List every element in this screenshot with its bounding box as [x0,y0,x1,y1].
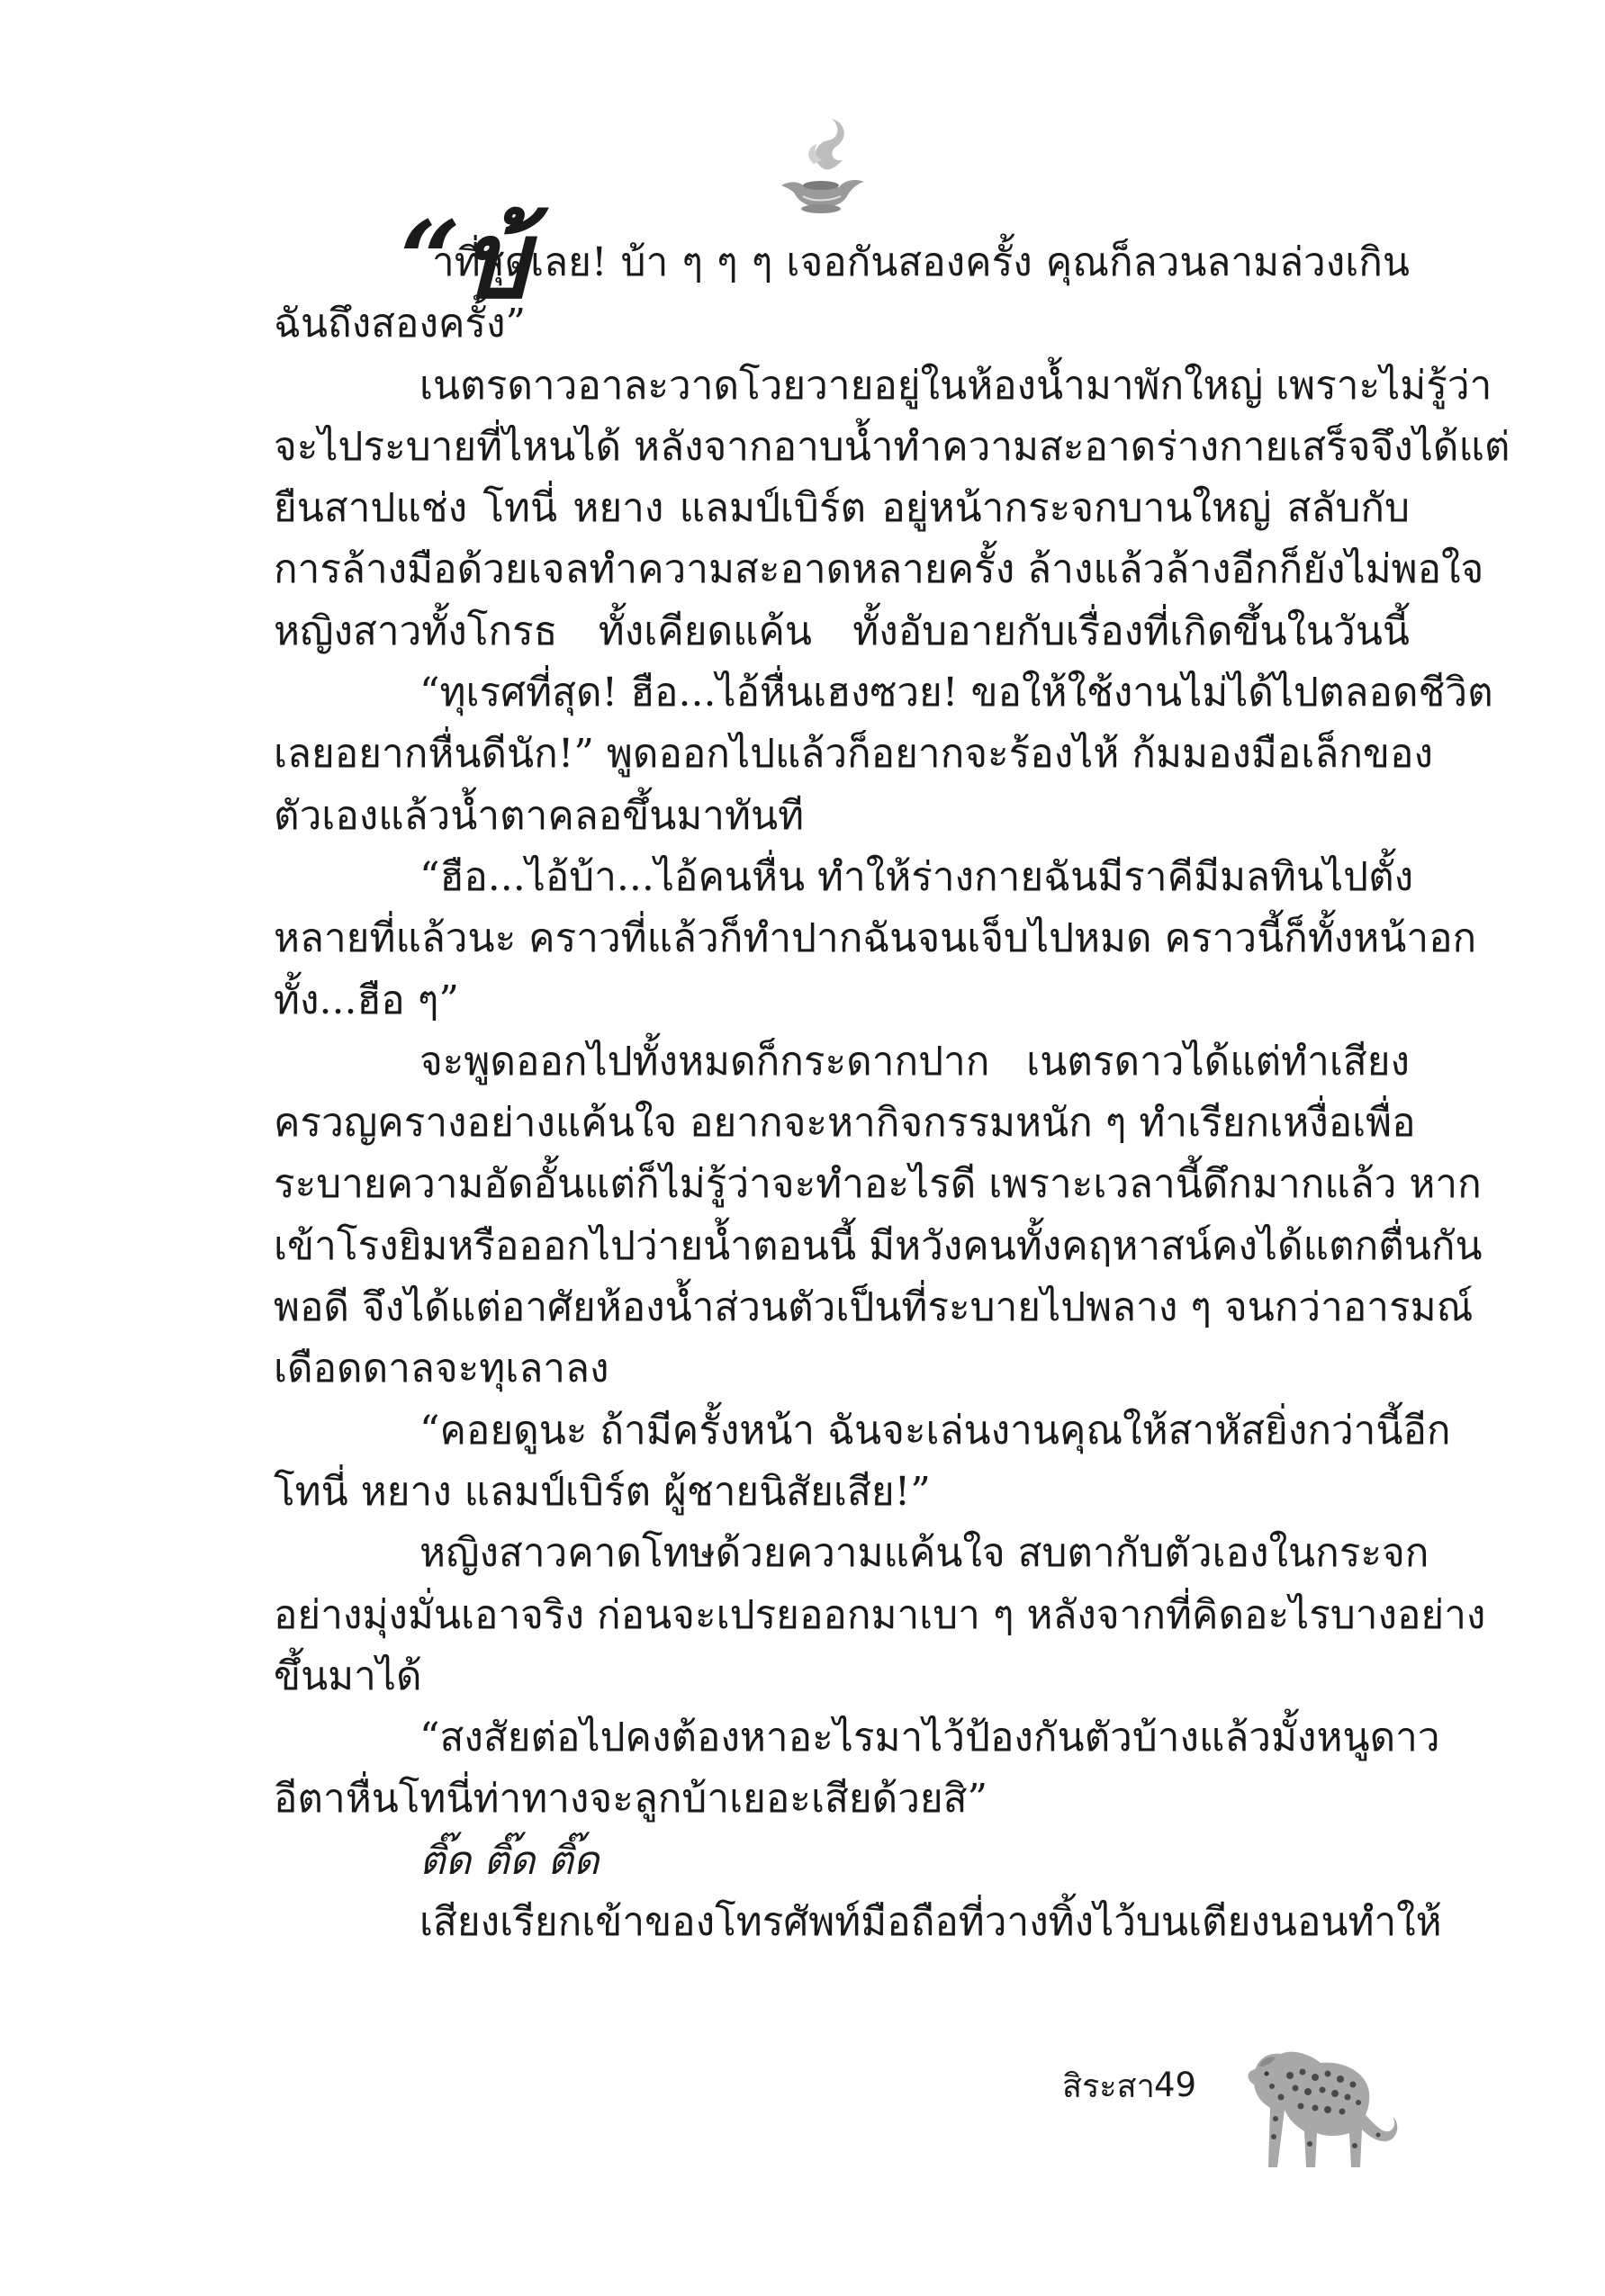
text-line: หญิงสาวทั้งโกรธ ทั้งเคียดแค้น ทั้งอับอายกับเรื่องที่เกิดขึ้นในวันนี้ [274,608,1410,654]
text-line: “คอยดูนะ ถ้ามีครั้งหน้า ฉันจะเล่นงานคุณให้สาหัสยิ่งกว่านี้อีก [419,1407,1451,1454]
text-line: จะพูดออกไปทั้งหมดก็กระดากปาก เนตรดาวได้แต่ทำเสียง [419,1038,1410,1085]
leopard-icon [1220,2032,1400,2176]
text-line: “สงสัยต่อไปคงต้องหาอะไรมาไว้ป้องกันตัวบ้างแล้วมั้งหนูดาว [419,1715,1440,1761]
text-line: เนตรดาวอาละวาดโวยวายอยู่ในห้องน้ำมาพักใหญ่ เพราะไม่รู้ว่า [419,362,1492,409]
body-text [274,232,1510,1953]
text-line: ติ๊ด ติ๊ด ติ๊ด [419,1837,600,1884]
text-line: เดือดดาลจะทุเลาลง [274,1346,609,1392]
text-line: ฉันถึงสองครั้ง” [274,301,526,347]
text-line: การล้างมือด้วยเจลทำความสะอาดหลายครั้ง ล้างแล้วล้างอีกก็ยังไม่พอใจ [274,546,1484,593]
text-line: เสียงเรียกเข้าของโทรศัพท์มือถือที่วางทิ้งไว้บนเตียงนอนทำให้ [419,1899,1442,1946]
text-line: พอดี จึงได้แต่อาศัยห้องน้ำส่วนตัวเป็นที่ระบายไปพลาง ๆ จนกว่าอารมณ์ [274,1284,1474,1331]
book-title: สิระสา [1062,2068,1155,2105]
text-line: ระบายความอัดอั้นแต่ก็ไม่รู้ว่าจะทำอะไรดี เพราะเวลานี้ดึกมากแล้ว หาก [274,1161,1482,1208]
text-line: จะไประบายที่ไหนได้ หลังจากอาบน้ำทำความสะอาดร่างกายเสร็จจึงได้แต่ [274,423,1510,470]
text-line: ยืนสาปแช่ง โทนี่ หยาง แลมป์เบิร์ต อยู่หน้ากระจกบานใหญ่ สลับกับ [274,485,1410,532]
text-line: “ฮือ...ไอ้บ้า...ไอ้คนหื่น ทำให้ร่างกายฉันมีราคีมีมลทินไปตั้ง [419,853,1414,900]
drop-cap: “บ้ [400,197,528,322]
text-line: ครวญครางอย่างแค้นใจ อยากจะหากิจกรรมหนัก ๆ ทำเรียกเหงื่อเพื่อ [274,1100,1416,1147]
text-line: ตัวเองแล้วน้ำตาคลอขึ้นมาทันที [274,792,805,839]
text-line: หญิงสาวคาดโทษด้วยความแค้นใจ สบตากับตัวเองในกระจก [419,1530,1429,1577]
text-line: เลยอยากหื่นดีนัก!” พูดออกไปแล้วก็อยากจะร้องไห้ ก้มมองมือเล็กของ [274,731,1433,778]
genie-lamp-icon [772,106,871,223]
text-line: ทั้ง...ฮือ ๆ” [274,977,459,1023]
text-line: เข้าโรงยิมหรือออกไปว่ายน้ำตอนนี้ มีหวังคนทั้งคฤหาสน์คงได้แตกตื่นกัน [274,1222,1483,1269]
page-number: 49 [1154,2066,1197,2104]
text-line: “ทุเรศที่สุด! ฮือ...ไอ้หื่นเฮงซวย! ขอให้ใช้งานไม่ได้ไปตลอดชีวิต [419,670,1493,716]
text-line: หลายที่แล้วนะ คราวที่แล้วก็ทำปากฉันจนเจ็บไปหมด คราวนี้ก็ทั้งหน้าอก [274,915,1477,962]
text-line: าที่สุดเลย! บ้า ๆ ๆ ๆ เจอกันสองครั้ง คุณก็ลวนลามล่วงเกิน [432,239,1410,285]
text-line: โทนี่ หยาง แลมป์เบิร์ต ผู้ชายนิสัยเสีย!” [274,1468,931,1515]
text-line: อย่างมุ่งมั่นเอาจริง ก่อนจะเปรยออกมาเบา ๆ หลังจากที่คิดอะไรบางอย่าง [274,1591,1486,1638]
text-line: อีตาหื่นโทนี่ท่าทางจะลูกบ้าเยอะเสียด้วยสิ” [274,1776,988,1823]
text-line: ขึ้นมาได้ [274,1652,422,1699]
